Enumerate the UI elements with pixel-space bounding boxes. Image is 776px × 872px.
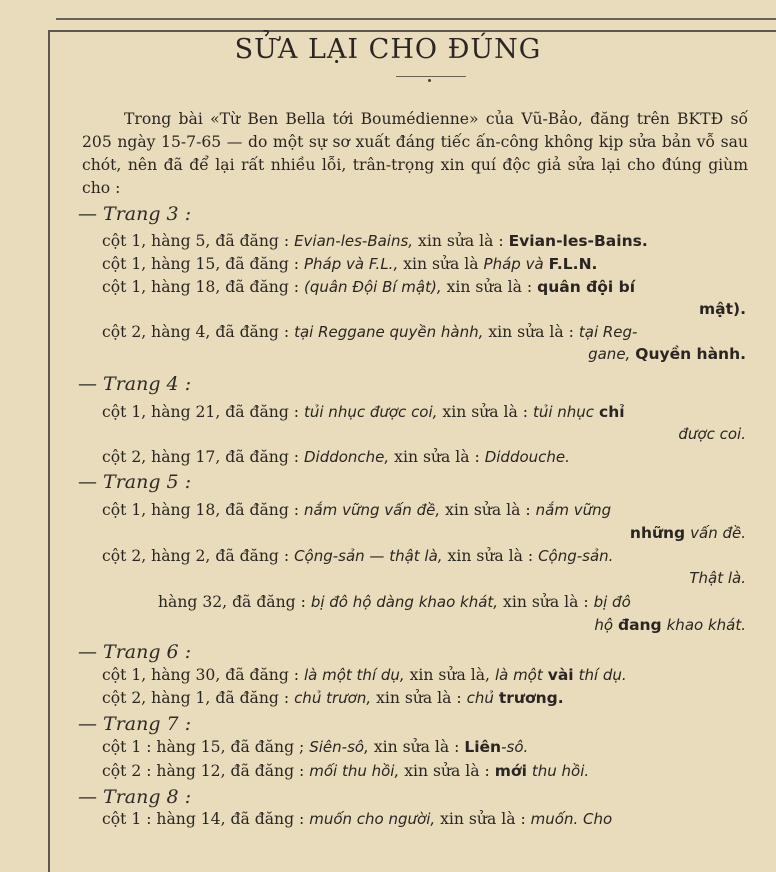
title-dot	[428, 79, 431, 82]
title-underline	[396, 76, 466, 77]
correction-continuation: Thật là.	[689, 569, 746, 587]
correction-row: cột 2, hàng 4, đã đăng : tại Reggane quyền hành, xin sửa là : tại Reg-	[102, 323, 638, 341]
correction-row: cột 1 : hàng 14, đã đăng : muốn cho người, xin sửa là : muốn. Cho	[102, 810, 613, 828]
page-heading-6: — Trang 6 :	[78, 641, 192, 663]
correction-continuation: những vấn đề.	[629, 524, 746, 542]
correction-row: cột 2 : hàng 12, đã đăng : mối thu hồi, xin sửa là : mới thu hồi.	[102, 762, 590, 780]
correction-row: cột 1, hàng 15, đã đăng : Pháp và F.L., xin sửa là Pháp và F.L.N.	[102, 255, 598, 273]
intro-paragraph: Trong bài «Từ Ben Bella tới Boumédienne» của Vũ-Bảo, đăng trên BKTĐ số 205 ngày 15-7-65 — do một sự sơ xuất đáng tiếc ấn-công không kịp sửa bản vỗ sau chót, nên đã để lại rất nhiều lỗi, trân-trọng xin quí độc giả sửa lại cho đúng giùm cho :	[82, 110, 748, 197]
correction-row: cột 1, hàng 5, đã đăng : Evian-les-Bains, xin sửa là : Evian-les-Bains.	[102, 232, 648, 250]
correction-continuation: được coi.	[678, 425, 746, 443]
page-heading-7: — Trang 7 :	[78, 713, 192, 735]
page-heading-3: — Trang 3 :	[78, 203, 192, 225]
correction-row: cột 2, hàng 1, đã đăng : chủ trươn, xin sửa là : chủ trương.	[102, 689, 564, 707]
correction-row: cột 1, hàng 18, đã đăng : (quân Đội Bí mật), xin sửa là : quân đội bí	[102, 278, 636, 296]
correction-continuation: gane, Quyền hành.	[588, 345, 746, 363]
correction-row: cột 2, hàng 17, đã đăng : Diddonche, xin sửa là : Diddouche.	[102, 448, 570, 466]
correction-continuation: hộ đang khao khát.	[594, 616, 746, 634]
correction-row: cột 1, hàng 30, đã đăng : là một thí dụ, xin sửa là, là một vài thí dụ.	[102, 666, 627, 684]
correction-row: cột 1, hàng 18, đã đăng : nắm vững vấn đề, xin sửa là : nắm vững	[102, 501, 612, 519]
page-heading-4: — Trang 4 :	[78, 373, 192, 395]
page-heading-8: — Trang 8 :	[78, 786, 192, 808]
page-heading-5: — Trang 5 :	[78, 471, 192, 493]
article-title: SỬA LẠI CHO ĐÚNG	[234, 34, 542, 65]
correction-continuation: mật).	[699, 300, 746, 318]
correction-row: hàng 32, đã đăng : bị đô hộ dàng khao khát, xin sửa là : bị đô	[158, 593, 631, 611]
correction-row: cột 1, hàng 21, đã đăng : tủi nhục được coi, xin sửa là : tủi nhục chỉ	[102, 403, 625, 421]
correction-row: cột 1 : hàng 15, đã đăng ; Siên-sô, xin sửa là : Liên-sô.	[102, 738, 529, 756]
top-rule	[56, 18, 776, 20]
correction-row: cột 2, hàng 2, đã đăng : Cộng-sản — thật là, xin sửa là : Cộng-sản.	[102, 547, 614, 565]
